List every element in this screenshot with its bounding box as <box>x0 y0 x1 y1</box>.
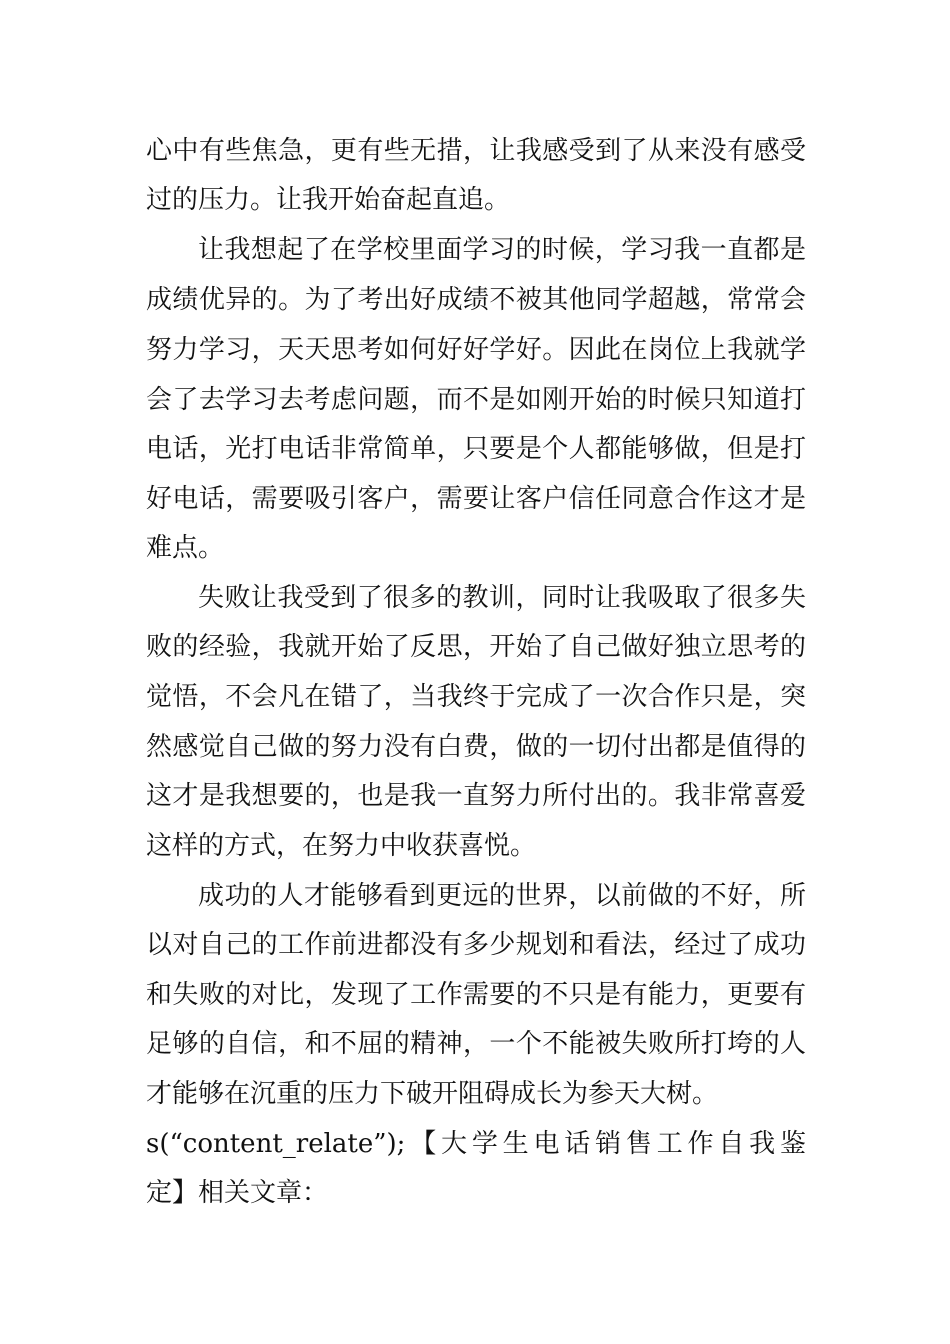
paragraph-start-line: 让我想起了在学校里面学习的时候，学习我一直都是 <box>198 235 806 265</box>
text-line: 这才是我想要的，也是我一直努力所付出的。我非常喜爱 <box>146 781 806 811</box>
text-line: 难点。 <box>146 533 225 563</box>
text-line: 电话，光打电话非常简单，只要是个人都能够做，但是打 <box>146 434 806 464</box>
related-articles-line: s(“content_relate”);【大学生电话销售工作自我鉴 <box>146 1129 806 1159</box>
text-line: 努力学习，天天思考如何好好学好。因此在岗位上我就学 <box>146 335 806 365</box>
text-line: 觉悟，不会凡在错了，当我终于完成了一次合作只是，突 <box>146 682 806 712</box>
text-line: 以对自己的工作前进都没有多少规划和看法，经过了成功 <box>146 930 806 960</box>
text-line: 这样的方式，在努力中收获喜悦。 <box>146 831 537 861</box>
text-line: 然感觉自己做的努力没有白费，做的一切付出都是值得的 <box>146 732 806 762</box>
text-line: 过的压力。让我开始奋起直追。 <box>146 185 511 215</box>
related-articles-heading: 定】相关文章： <box>146 1178 329 1208</box>
text-line: 和失败的对比，发现了工作需要的不只是有能力，更要有 <box>146 980 806 1010</box>
text-line: 才能够在沉重的压力下破开阻碍成长为参天大树。 <box>146 1079 719 1109</box>
text-line: 败的经验，我就开始了反思，开始了自己做好独立思考的 <box>146 632 806 662</box>
paragraph-start-line: 成功的人才能够看到更远的世界，以前做的不好，所 <box>198 881 806 911</box>
text-line: 会了去学习去考虑问题，而不是如刚开始的时候只知道打 <box>146 385 806 415</box>
text-line: 成绩优异的。为了考出好成绩不被其他同学超越，常常会 <box>146 285 806 315</box>
text-line: 足够的自信，和不屈的精神，一个不能被失败所打垮的人 <box>146 1029 806 1059</box>
text-line: 心中有些焦急，更有些无措，让我感受到了从来没有感受 <box>146 136 806 166</box>
paragraph-start-line: 失败让我受到了很多的教训，同时让我吸取了很多失 <box>198 583 806 613</box>
text-line: 好电话，需要吸引客户，需要让客户信任同意合作这才是 <box>146 484 806 514</box>
